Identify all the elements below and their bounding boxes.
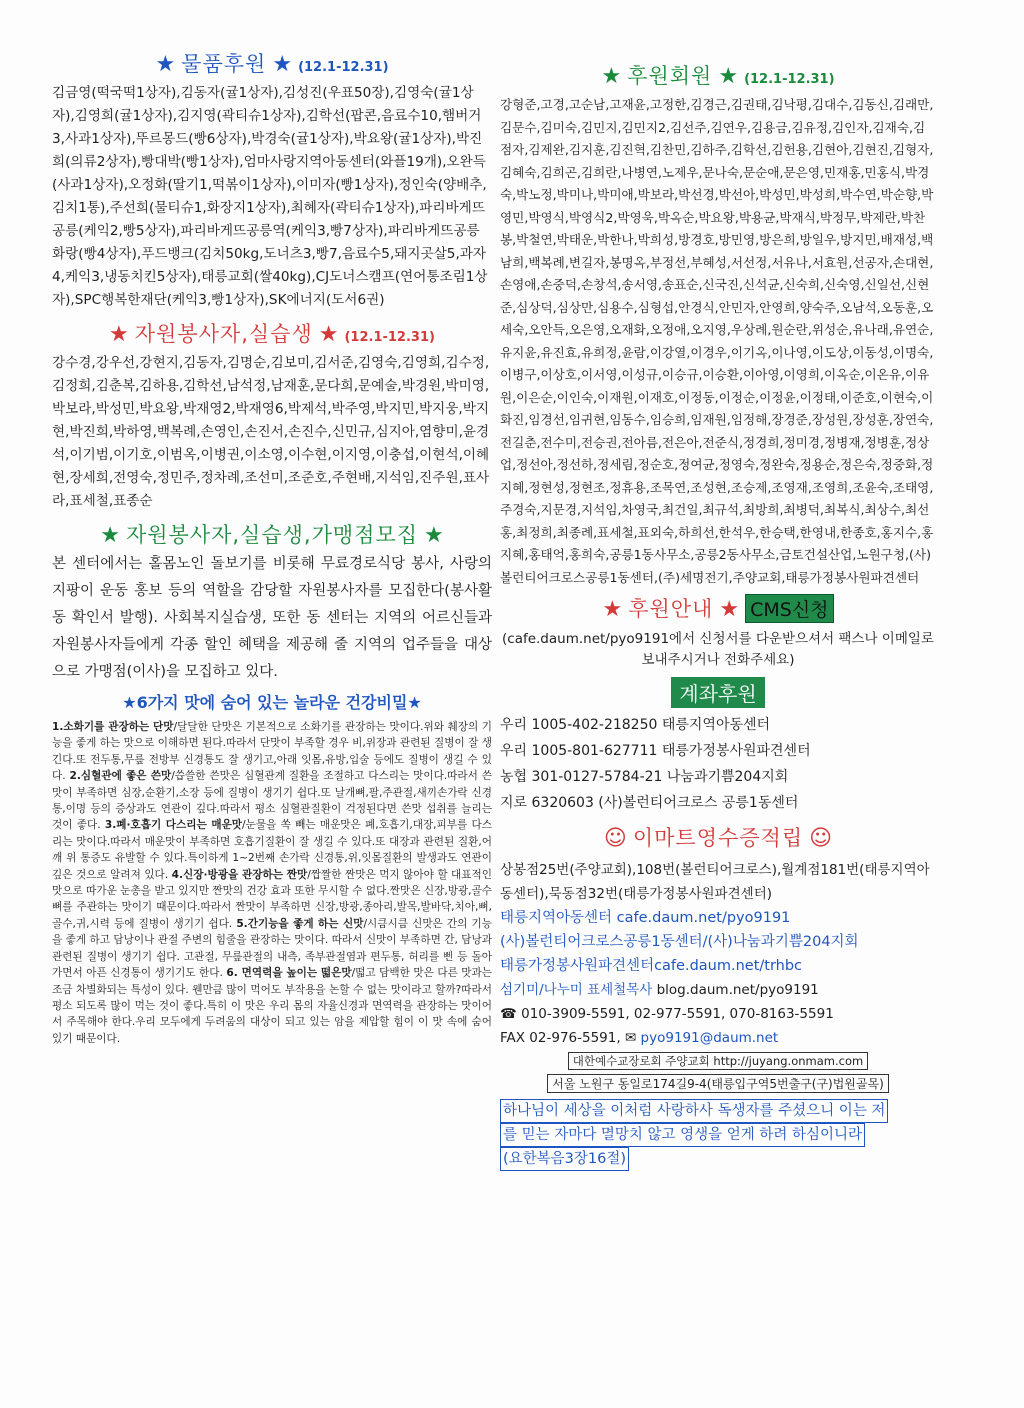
star-icon: ★ [601, 64, 622, 89]
goods-period: (12.1-12.31) [298, 60, 389, 75]
left-column [52, 48, 492, 1047]
recruit-title: 자원봉사자,실습생,가맹점모집 [125, 523, 419, 547]
bible-line: 를 믿는 자마다 멸망치 않고 영생을 얻게 하려 하심이니라 [500, 1123, 865, 1147]
star-icon: ★ [100, 523, 120, 548]
volunteers-title: 자원봉사자,실습생 [134, 322, 313, 346]
taste-1-head: 1.소화기를 관장하는 단맛 [52, 721, 174, 733]
church-wrap [500, 1050, 936, 1072]
star-icon: ★ [155, 52, 176, 77]
taste-1-body: /달달한 단맛은 기본적으로 소화기를 관장하는 맛이다.위와 췌장의 기능을 좋게 하는 맛으로 이해하면 된다.따라서 단맛이 부족할 경우 비,위장과 관련된 질병이 잘 생긴다.또 전두통,무릎 전방부 신경통도 잘 생기고,아래 잇몸,유방,입술 등에도 질병이 생길 수 있다. [52, 721, 493, 783]
taste-2-body: /씁쓸한 쓴맛은 심혈관계 질환을 조절하고 다스리는 맛이다.따라서 쓴맛이 부족하면 심장,순환기,소장 등에 질병이 생기기 쉽다.또 날개뼈,팔,주관절,새끼손가락 신경통,이명 등의 증상과도 연관이 깊다.따라서 평소 심혈관질환이 걱정된다면 쓴맛 섭취를 늘리는 것이 좋다. [52, 770, 493, 832]
blog-row [500, 978, 936, 1002]
star-icon: ★ [272, 52, 293, 77]
taste-4-body: /짭짤한 짠맛은 먹지 않아야 할 대표적인 맛으로 따가운 눈총을 받고 있지만 짠맛의 건강 효과 또한 무시할 수 없다.짠맛은 신장,방광,골수 뼈를 주관하는 맛이기 때문이다.따라서 짠맛이 부족하면 신장,방광,종아리,발목,발바닥,치아,뼈,골수,귀,시력 등에 질병이 생기기 쉽다. [52, 868, 492, 930]
goods-header [52, 48, 492, 78]
account-row: 우리 1005-402-218250 태릉지역아동센터 [500, 717, 771, 733]
address-wrap [500, 1072, 936, 1095]
star-icon: ★ [602, 597, 623, 622]
phone-row [500, 1002, 936, 1026]
link-row[interactable]: (사)볼런티어크로스공릉1동센터/(사)나눔과기쁨204지회 [500, 934, 859, 950]
bible-line: 하나님이 세상을 이처럼 사랑하사 독생자를 주셨으니 이는 저 [500, 1099, 888, 1123]
guide-title: 후원안내 [628, 597, 714, 621]
blog-label: 섬기미/나누미 표세철목사 [500, 982, 653, 998]
smile-icon: ☺ [603, 826, 627, 851]
volunteers-list: 강수경,강우선,강현지,김동자,김명순,김보미,김서준,김영숙,김영희,김수정,김정희,김춘복,김하용,김학선,남석정,남재훈,문다희,문예술,박경원,박미영,박보라,박성민,박요왕,박재영2,박재영6,박제석,박주영,박지민,박지웅,박지현,박진희,박하영,백복례,손영인,손진서,손진수,신민규,심지아,염향미,윤경석,이기범,이기호,이범옥,이병권,이소영,이수현,이지영,이충섭,이현석,이혜현,장세희,전영숙,정민주,정차례,조선미,조준호,주현배,지석임,진주원,표사라,표세철,표종순 [52, 355, 490, 509]
emart-title: 이마트영수증적립 [632, 826, 804, 850]
address-box: 서울 노원구 동일로174길9-4(태릉입구역5번출구(구)법원골목) [547, 1074, 889, 1093]
members-header [500, 60, 936, 90]
secret-title: ★6가지 맛에 숨어 있는 놀라운 건강비밀★ [122, 693, 422, 712]
star-icon: ★ [318, 322, 339, 347]
secret-text [52, 719, 492, 1047]
church-box: 대한예수교장로회 주양교회 http://juyang.onmam.com [568, 1052, 868, 1070]
members-title: 후원회원 [627, 64, 713, 88]
fax-email-row [500, 1026, 936, 1050]
taste-5-body: /시큼시큼 신맛은 간의 기능을 좋게 하고 담낭이나 관절 주변의 힘줄을 관장하는 맛이다. 따라서 신맛이 부족하면 간, 담낭과 관련된 질병이 생기기 쉽다. 고관절, 무릎관절의 내측, 족부관절염과 편두통, 허리를 삔 등 돌아가면서 아픈 신경통이 생기기도 한다. [52, 917, 492, 980]
account-row: 지로 6320603 (사)볼런티어크로스 공릉1동센터 [500, 795, 799, 811]
account-row: 농협 301-0127-5784-21 나눔과기쁨204지회 [500, 769, 789, 785]
account-title-wrap [500, 677, 936, 708]
star-icon: ★ [719, 597, 740, 622]
right-column [500, 60, 936, 1171]
link-row[interactable]: 태릉지역아동센터 cafe.daum.net/pyo9191 [500, 910, 791, 926]
account-row: 우리 1005-801-627711 태릉가정봉사원파견센터 [500, 743, 811, 759]
phone-icon: ☎ [500, 1006, 517, 1022]
emart-text: 상봉점25번(주양교회),108번(볼런티어크로스),월계점181번(태릉지역아동센터),묵동점32번(태릉가정봉사원파견센터) [500, 862, 930, 902]
star-icon: ★ [109, 322, 129, 347]
taste-6-head: 6. 면역력을 높이는 떫은맛 [226, 967, 352, 980]
volunteers-period: (12.1-12.31) [344, 330, 435, 345]
account-title: 계좌후원 [671, 677, 764, 708]
cms-badge[interactable]: CMS신청 [745, 594, 833, 623]
recruit-header [52, 519, 492, 549]
phone-numbers: 010-3909-5591, 02-977-5591, 070-8163-5591 [521, 1006, 834, 1022]
fax: FAX 02-976-5591, [500, 1030, 621, 1046]
guide-header [500, 593, 936, 623]
taste-4-head: 4.신장·방광을 관장하는 짠맛 [171, 868, 308, 881]
bible-verse [500, 1099, 936, 1171]
emart-header [500, 822, 936, 852]
email[interactable]: pyo9191@daum.net [640, 1030, 779, 1046]
goods-list: 김금영(떡국떡1상자),김동자(귤1상자),김성진(우표50장),김영숙(귤1상자),김영희(귤1상자),김지영(곽티슈1상자),김학선(팝콘,음료수10,햄버거3,사과1상자),뚜르몽드(빵6상자),박경숙(귤1상자),박요왕(귤1상자),박진희(의류2상자),빵대박(빵1상자),엄마사랑지역아동센터(와플19개),오완득(사과1상자),오정화(딸기1,떡볶이1상자),이미자(빵1상자),정인숙(양배추,김치1통),주선희(물티슈1,화장지1상자),최혜자(곽티슈1상자),파리바게뜨공릉(케익2,빵5상자),파리바게뜨공릉역(케익3,빵7상자),파리바게뜨공릉화랑(빵4상자),푸드뱅크(김치50kg,도너츠3,빵7,음료수5,돼지곳살5,과자4,케익3,냉동치킨5상자),태릉교회(쌀40kg),CJ도너스캠프(연어통조림1상자),SPC행복한재단(케익3,빵1상자),SK에너지(도서6권) [52, 85, 488, 308]
goods-title: 물품후원 [181, 52, 267, 76]
email-icon: ✉ [624, 1030, 637, 1046]
taste-6-body: /떫고 담백한 맛은 다른 맛과는 조금 차별화되는 특성이 있다. 웬만큼 많이 먹어도 부작용을 논할 수 없는 맛이라고 할까?따라서 평소 되도록 많이 먹는 것이 좋다.특히 이 맛은 우리 몸의 자율신경과 면역력을 관장하는 맛이어서 주목해야 한다.우리 모두에게 두려움의 대상이 되고 있는 암을 제압할 힘이 이 맛 속에 숨어 있기 때문이다. [52, 967, 493, 1045]
recruit-text: 본 센터에서는 홀몸노인 돌보기를 비롯해 무료경로식당 봉사, 사랑의 지팡이 운동 홍보 등의 역할을 감당할 자원봉사자를 모집한다(봉사활동 확인서 발행). 사회복지실습생, 또한 동 센터는 지역의 어르신들과 자원봉사자들에게 각종 할인 혜택을 제공해 줄 지역의 업주들을 대상으로 가맹점(이사)을 모집하고 있다. [52, 556, 492, 680]
taste-2-head: 2.심혈관에 좋은 쓴맛 [69, 770, 172, 783]
members-period: (12.1-12.31) [744, 72, 835, 87]
members-list: 강형준,고경,고순남,고재윤,고정한,김경근,김권태,김낙평,김대수,김동신,김래만,김문수,김미숙,김민지,김민지2,김선주,김연우,김용금,김유정,김인자,김재숙,김점자,김제완,김지훈,김진혁,김찬민,김하주,김학선,김헌용,김현아,김현진,김형자,김혜숙,김희곤,김희란,나병연,노제우,문나숙,문순애,문은영,민재홍,민홍식,박경숙,박노정,박미나,박미애,박보라,박선경,박선아,박성민,박성희,박수연,박순향,박영민,박영식,박영식2,박영욱,박옥순,박요왕,박용균,박재식,박정무,박제란,박찬봉,박철연,박태운,박한나,박희성,방경호,방민영,방은희,방일우,방지민,배재성,백남희,백복례,변길자,봉명옥,부정선,부혜성,서선정,서유나,서효원,선공자,손대현,손영애,손중덕,손창석,송서영,송표순,신국진,신석균,신숙희,신숙영,신일선,신현준,심상덕,심상만,심용수,심형섭,안경식,안민자,안영희,양숙주,오남석,오동훈,오세숙,오안득,오은영,오재화,오정애,오지영,우상례,원순란,위성순,유나래,유연순,유지윤,유진효,유희정,윤람,이강열,이경우,이기옥,이나영,이도상,이동성,이명숙,이병구,이상호,이서영,이성규,이승규,이승환,이아영,이영희,이옥순,이온유,이유원,이은순,이인숙,이재원,이재호,이정동,이정순,이정윤,이정태,이준호,이현숙,이화진,임경선,임귀현,임동수,임승희,임재원,임정해,장경준,장성원,장성훈,장연숙,전길춘,전수미,전승권,전아름,전은아,전준식,정경희,정미경,정병재,정병훈,정상업,정선아,정선하,정세림,정순호,정여균,정영숙,정완숙,정용순,정은숙,정중화,정지혜,정현성,정현조,정휴용,조목연,조성현,조승제,조영재,조영희,조윤숙,조태영,주경숙,지문경,지석임,차영국,최건일,최규석,최방희,최병덕,최복식,최상수,최선홍,최정희,최종례,표세철,표외숙,하희선,한석우,한승택,한영내,한종호,홍지수,홍지혜,홍태억,홍희숙,공릉1동사무소,공릉2동사무소,금토건설산업,노원구청,(사)볼런티어크로스공릉1동센터,(주)세명전기,주양교회,태릉가정봉사원파견센터 [500, 97, 934, 585]
volunteers-header [52, 318, 492, 348]
taste-5-head: 5.간기능을 좋게 하는 신맛 [236, 917, 364, 930]
star-icon: ★ [718, 64, 739, 89]
taste-3-body: /눈물을 쏙 빼는 매운맛은 폐,호흡기,대장,피부를 다스리는 맛이다.따라서 매운맛이 부족하면 호흡기질환이 잘 생길 수 있다.또 대장과 관련된 질환,어깨 위 통증도 유발할 수 있다.특이하게 1~2번째 손가락 신경통,위,잇몸질환의 발생과도 연관이 깊은 것으로 알려져 있다. [52, 819, 492, 881]
link-row[interactable]: 태릉가정봉사원파견센터cafe.daum.net/trhbc [500, 958, 803, 974]
taste-3-head: 3.폐·호흡기 다스리는 매운맛 [104, 819, 243, 832]
blog-url[interactable]: blog.daum.net/pyo9191 [656, 982, 819, 998]
bible-line: (요한복음3장16절) [500, 1147, 629, 1171]
account-list [500, 712, 936, 816]
guide-note: (cafe.daum.net/pyo9191에서 신청서를 다운받으셔서 팩스나 이메일로 보내주시거나 전화주세요) [502, 631, 934, 668]
smile-icon: ☺ [809, 826, 833, 851]
star-icon: ★ [424, 523, 444, 548]
